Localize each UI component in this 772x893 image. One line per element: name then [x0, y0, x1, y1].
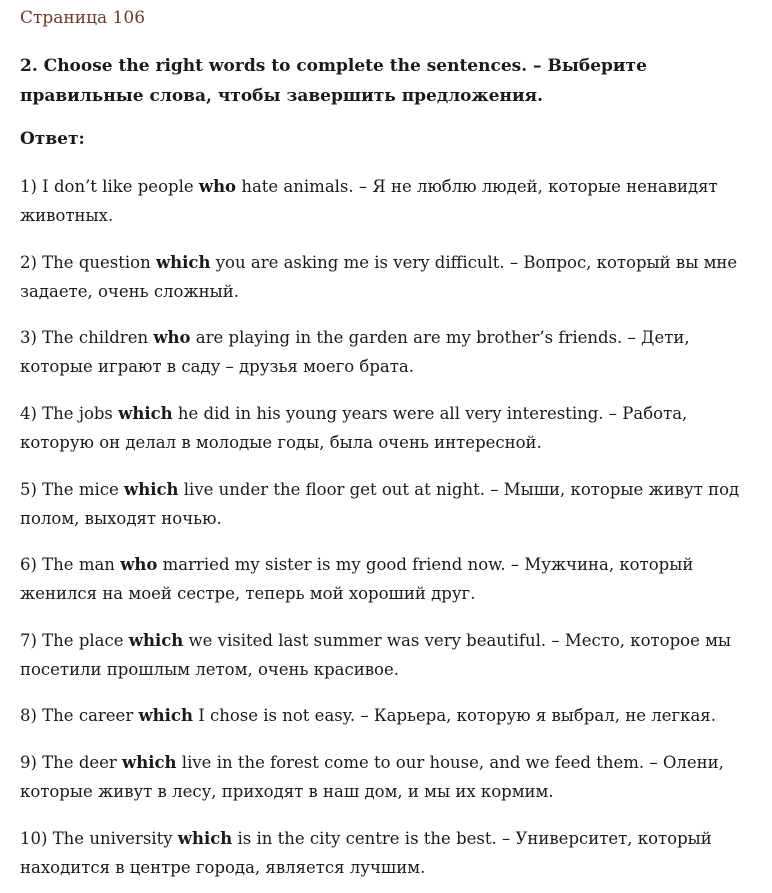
answer-item: 6) The man who married my sister is my good friend now. – Мужчина, который женился на моей сестре, теперь мой хороший друг.	[20, 555, 694, 603]
answer-keyword: who	[198, 177, 237, 196]
answer-keyword: which	[128, 631, 184, 650]
answer-item: 2) The question which you are asking me is very difficult. – Вопрос, который вы мне задаете, очень сложный.	[20, 253, 738, 301]
answer-keyword: who	[120, 555, 158, 574]
answer-label: Ответ:	[20, 129, 85, 149]
task-heading: 2. Choose the right words to complete the sentences. – Выберите правильные слова, чтобы завершить предложения.	[20, 56, 647, 106]
answer-item: 5) The mice which live under the floor get out at night. – Мыши, которые живут под полом, выходят ночью.	[20, 480, 740, 528]
answer-item: 8) The career which I chose is not easy. – Карьера, которую я выбрал, не легкая.	[20, 706, 716, 725]
page-label: Страница 106	[20, 8, 146, 28]
answer-keyword: which	[155, 253, 211, 272]
answer-item: 3) The children who are playing in the garden are my brother’s friends. – Дети, которые играют в саду – друзья моего брата.	[20, 328, 690, 376]
answer-keyword: which	[138, 706, 193, 725]
answer-keyword: who	[153, 328, 191, 347]
answer-keyword: which	[177, 829, 233, 848]
answer-item: 7) The place which we visited last summer was very beautiful. – Место, которое мы посетили прошлым летом, очень красивое.	[20, 631, 732, 679]
answer-keyword: which	[118, 404, 173, 423]
answer-item: 9) The deer which live in the forest come to our house, and we feed them. – Олени, которые живут в лесу, приходят в наш дом, и мы их кормим.	[20, 753, 724, 801]
answer-item: 10) The university which is in the city centre is the best. – Университет, который находится в центре города, является лучшим.	[20, 829, 712, 877]
answer-item: 1) I don’t like people who hate animals. – Я не люблю людей, которые ненавидят животных.	[20, 177, 718, 225]
answer-keyword: which	[122, 753, 177, 772]
answer-item: 4) The jobs which he did in his young years were all very interesting. – Работа, которую он делал в молодые годы, была очень интересной.	[20, 404, 688, 452]
answer-keyword: which	[124, 480, 179, 499]
